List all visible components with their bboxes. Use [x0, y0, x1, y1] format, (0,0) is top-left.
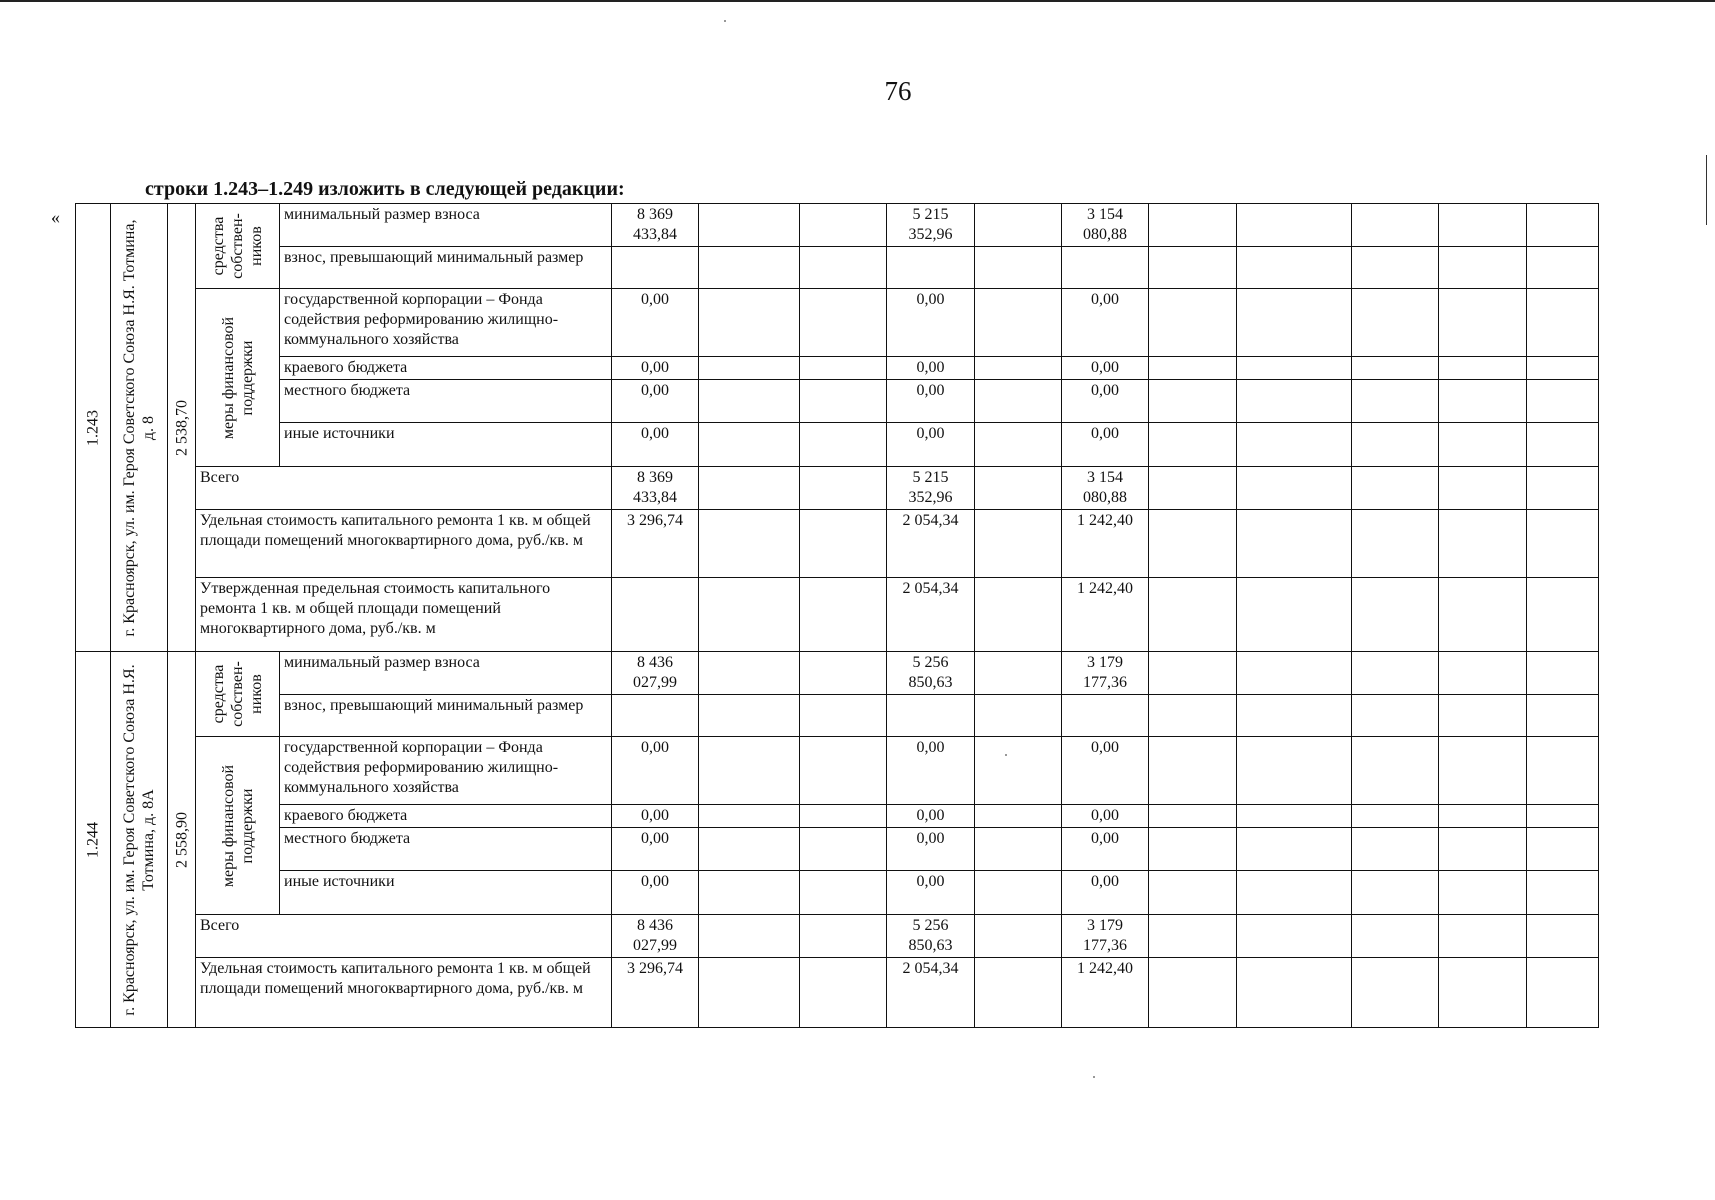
- value-cell: 0,00: [1062, 289, 1149, 357]
- value-cell: 0,00: [1062, 380, 1149, 423]
- table-row: [76, 204, 1599, 247]
- value-cell: 0,00: [887, 828, 975, 871]
- row-label: краевого бюджета: [280, 357, 612, 380]
- value-cell: 0,00: [612, 828, 699, 871]
- value-cell: 0,00: [612, 737, 699, 805]
- value-cell: 0,00: [1062, 805, 1149, 828]
- value-cell: 3 296,74: [612, 510, 699, 578]
- value-cell: 0,00: [612, 423, 699, 467]
- value-cell: [612, 247, 699, 289]
- value-cell: 8 369 433,84: [612, 467, 699, 510]
- value-cell: 3 154 080,88: [1062, 204, 1149, 247]
- table-row: [76, 652, 1599, 695]
- value-cell: 0,00: [887, 289, 975, 357]
- page-number: 76: [884, 76, 912, 106]
- value-cell: 0,00: [887, 357, 975, 380]
- table-row: [76, 423, 1599, 467]
- table-row: [76, 357, 1599, 380]
- owners-funds-cell: [196, 204, 280, 289]
- value-cell: 8 436 027,99: [612, 915, 699, 958]
- row-label: минимальный размер взноса: [280, 204, 612, 247]
- table-row: [76, 510, 1599, 578]
- table-row: [76, 247, 1599, 289]
- value-cell: 0,00: [612, 380, 699, 423]
- owners-funds-label: средства собствен-ников: [209, 213, 266, 279]
- value-cell: 0,00: [612, 289, 699, 357]
- table-row: [76, 805, 1599, 828]
- row-label: Утвержденная предельная стоимость капитального ремонта 1 кв. м общей площади помещений многоквартирного дома, руб./кв. м: [196, 578, 612, 652]
- value-cell: 5 215 352,96: [887, 467, 975, 510]
- value-cell: [887, 695, 975, 737]
- value-cell: [612, 578, 699, 652]
- value-cell: 2 054,34: [887, 578, 975, 652]
- support-measures-label: меры финансовой поддержки: [219, 764, 256, 887]
- table-row: [76, 828, 1599, 871]
- value-cell: 2 054,34: [887, 958, 975, 1028]
- table-row: [76, 695, 1599, 737]
- area-cell: [168, 652, 196, 1028]
- row-number-cell: [76, 652, 111, 1028]
- value-cell: 0,00: [1062, 828, 1149, 871]
- house-area: 2 558,90: [172, 811, 190, 868]
- value-cell: 0,00: [1062, 357, 1149, 380]
- value-cell: [887, 247, 975, 289]
- value-cell: 3 154 080,88: [1062, 467, 1149, 510]
- value-cell: 0,00: [887, 737, 975, 805]
- value-cell: 1 242,40: [1062, 578, 1149, 652]
- value-cell: 5 256 850,63: [887, 915, 975, 958]
- row-number: 1.243: [84, 409, 102, 446]
- row-number: 1.244: [84, 821, 102, 858]
- value-cell: 0,00: [612, 805, 699, 828]
- row-label: государственной корпорации – Фонда содействия реформированию жилищно-коммунального хозяйства: [280, 737, 612, 805]
- value-cell: [1062, 247, 1149, 289]
- house-address: г. Красноярск, ул. им. Героя Советского Союза Н.Я. Тотмина, д. 8: [120, 219, 157, 636]
- value-cell: 3 296,74: [612, 958, 699, 1028]
- value-cell: 0,00: [612, 357, 699, 380]
- amendment-table: [75, 203, 1599, 1028]
- house-address: г. Красноярск, ул. им. Героя Советского Союза Н.Я. Тотмина, д. 8А: [120, 663, 157, 1016]
- value-cell: 3 179 177,36: [1062, 652, 1149, 695]
- row-label: Всего: [196, 915, 612, 958]
- support-measures-cell: [196, 289, 280, 467]
- owners-funds-label: средства собствен-ников: [209, 661, 266, 727]
- row-label: Удельная стоимость капитального ремонта 1 кв. м общей площади помещений многоквартирного дома, руб./кв. м: [196, 510, 612, 578]
- row-label: Удельная стоимость капитального ремонта 1 кв. м общей площади помещений многоквартирного дома, руб./кв. м: [196, 958, 612, 1028]
- row-label: краевого бюджета: [280, 805, 612, 828]
- area-cell: [168, 204, 196, 652]
- table-row: [76, 737, 1599, 805]
- row-number-cell: [76, 204, 111, 652]
- value-cell: 0,00: [887, 805, 975, 828]
- value-cell: 3 179 177,36: [1062, 915, 1149, 958]
- scan-speck: [1093, 1076, 1095, 1078]
- table-row: [76, 380, 1599, 423]
- value-cell: [612, 695, 699, 737]
- value-cell: 2 054,34: [887, 510, 975, 578]
- scan-speck: [724, 20, 726, 22]
- row-label: взнос, превышающий минимальный размер: [280, 247, 612, 289]
- total-row: [76, 467, 1599, 510]
- value-cell: [1062, 695, 1149, 737]
- table-row: [76, 958, 1599, 1028]
- row-label: местного бюджета: [280, 828, 612, 871]
- value-cell: 0,00: [887, 423, 975, 467]
- value-cell: 0,00: [887, 871, 975, 915]
- owners-funds-cell: [196, 652, 280, 737]
- value-cell: 8 436 027,99: [612, 652, 699, 695]
- value-cell: 0,00: [1062, 737, 1149, 805]
- value-cell: 5 215 352,96: [887, 204, 975, 247]
- value-cell: 0,00: [612, 871, 699, 915]
- value-cell: 8 369 433,84: [612, 204, 699, 247]
- table-row: [76, 578, 1599, 652]
- support-measures-cell: [196, 737, 280, 915]
- value-cell: 5 256 850,63: [887, 652, 975, 695]
- row-label: взнос, превышающий минимальный размер: [280, 695, 612, 737]
- table-row: [76, 871, 1599, 915]
- value-cell: 0,00: [1062, 871, 1149, 915]
- house-area: 2 538,70: [172, 399, 190, 456]
- value-cell: 1 242,40: [1062, 510, 1149, 578]
- amendment-intro: строки 1.243–1.249 изложить в следующей редакции:: [145, 178, 625, 200]
- address-cell: [111, 204, 168, 652]
- opening-quote: «: [51, 207, 60, 227]
- value-cell: 0,00: [1062, 423, 1149, 467]
- table-row: [76, 289, 1599, 357]
- value-cell: 0,00: [887, 380, 975, 423]
- support-measures-label: меры финансовой поддержки: [219, 316, 256, 439]
- address-cell: [111, 652, 168, 1028]
- row-label: иные источники: [280, 871, 612, 915]
- scan-edge-mark: [1706, 155, 1713, 225]
- row-label: местного бюджета: [280, 380, 612, 423]
- row-label: государственной корпорации – Фонда содействия реформированию жилищно-коммунального хозяйства: [280, 289, 612, 357]
- value-cell: 1 242,40: [1062, 958, 1149, 1028]
- row-label: минимальный размер взноса: [280, 652, 612, 695]
- row-label: Всего: [196, 467, 612, 510]
- scan-top-border: [0, 0, 1715, 2]
- total-row: [76, 915, 1599, 958]
- row-label: иные источники: [280, 423, 612, 467]
